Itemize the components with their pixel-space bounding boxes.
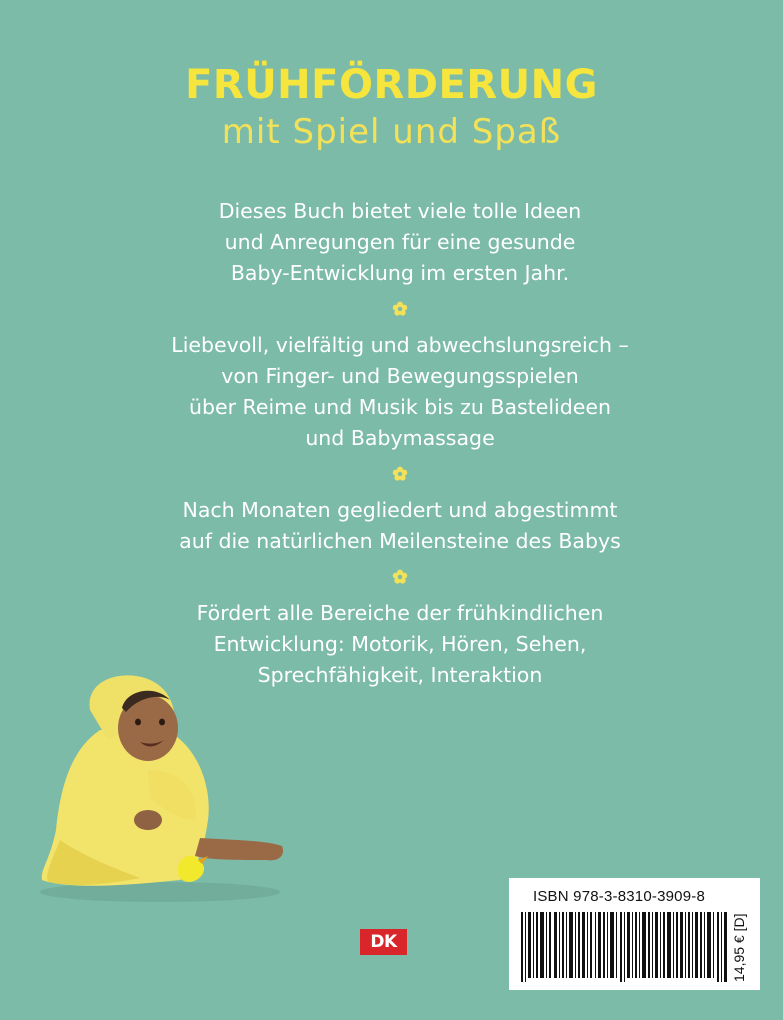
blurb-paragraph-2 (140, 330, 660, 454)
flower-icon (392, 569, 408, 585)
blurb-line: von Finger- und Bewegungsspielen (221, 364, 579, 388)
barcode (521, 912, 727, 982)
blurb-line: Liebevoll, vielfältig und abwechslungsreich – (171, 333, 629, 357)
blurb-line: und Babymassage (305, 426, 495, 450)
isbn-number: ISBN 978-3-8310-3909-8 (532, 888, 705, 905)
blurb-line: Fördert alle Bereiche der frühkindlichen (196, 601, 604, 625)
blurb-paragraph-1 (140, 196, 660, 289)
cover-title: FRÜHFÖRDERUNG (185, 62, 598, 108)
blurb-line: Dieses Buch bietet viele tolle Ideen (218, 199, 582, 223)
baby-photo (30, 670, 300, 910)
blurb-line: über Reime und Musik bis zu Bastelideen (188, 395, 611, 419)
flower-icon (392, 466, 408, 482)
blurb-paragraph-3 (140, 495, 660, 557)
flower-icon (392, 301, 408, 317)
blurb-line: Nach Monaten gegliedert und abgestimmt (182, 498, 618, 522)
cover-subtitle: mit Spiel und Spaß (221, 112, 562, 152)
blurb-line: auf die natürlichen Meilensteine des Babys (179, 529, 621, 553)
blurb-section (140, 196, 660, 691)
blurb-line: Entwicklung: Motorik, Hören, Sehen, (213, 632, 587, 656)
price-label: 14,95 € [D] (731, 913, 747, 982)
blurb-line: Baby-Entwicklung im ersten Jahr. (230, 261, 570, 285)
blurb-line: Sprechfähigkeit, Interaktion (257, 663, 543, 687)
publisher-logo: DK (360, 929, 407, 955)
barcode-panel (509, 878, 760, 990)
blurb-line: und Anregungen für eine gesunde (224, 230, 576, 254)
